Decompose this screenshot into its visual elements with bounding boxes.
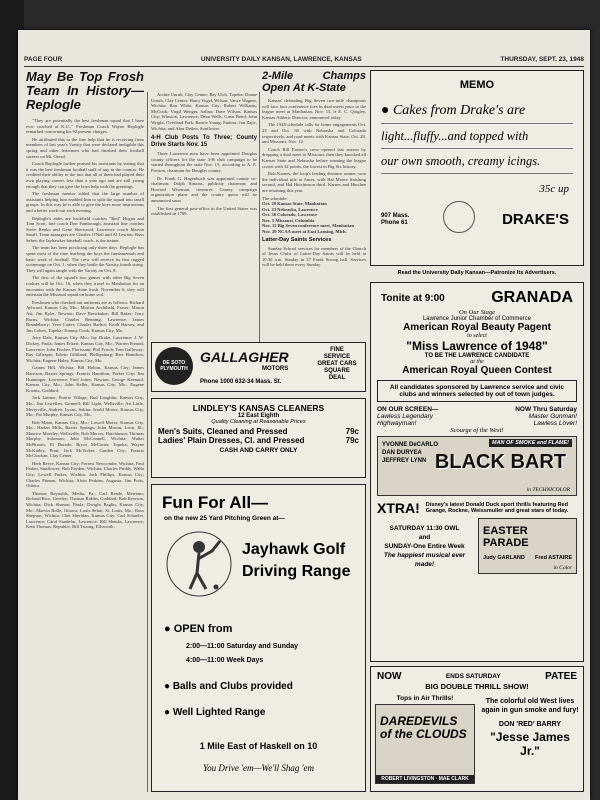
granada-header [371, 283, 583, 309]
slogan-word: DEAL [328, 375, 346, 381]
drakes-phone: Phone 61 [381, 220, 408, 226]
drakes-memo-ad [370, 70, 584, 266]
patee-theater-ad [370, 666, 584, 792]
granada-tonite: Tonite at 9:00 [381, 292, 445, 304]
cast-name: DAN DURYEA [382, 450, 422, 456]
lindley-line2: Ladies' Plain Dresses, Cl. and Pressed [158, 436, 305, 445]
easter-title: EASTER PARADE [483, 525, 529, 549]
story-frosh-p12: Bob Mann, Kansas City, Mo.; Lowell Morse, Kansas City, Mo.; Harlan Mills, Baxter Springs; John Mason, Leon, Ill.; Maurice Moreley, Wellsville; Bob Mercer, Hutchinson; Thomas Murphy, Solomon; John McConnell, Wichita; Walter McBroom, El Dorado; Bryce McCarter, Topeka; Wayne McKinley, Pratt; Jack McVicker, Garden City; Francis McCluckan, Clay Center. [26, 419, 144, 459]
tagline-left [377, 413, 433, 427]
story-frosh-p5: Replogle's aides are backfield coaches "Red" Hogan and Tom Scott, line coach Don Fambrough, assistant line coaches Steve Renko and Gene Sherwood, Lawrence coach Marvin Small. Team managers are Charles O'Neil and Al Lewton. Russ Sebes, the Jayhawker baseball coach, is the trainer. [26, 215, 144, 243]
story-two-mile-p3: Coach Bill Easton's crew opened last season by dropping a dual meet to Missouri, then they knocked all Kansas State and Nebraska before winning the league crown with 32 points, the lowest in Big Six history. [262, 146, 366, 169]
golf-balls-label: Balls and Clubs provided [172, 681, 293, 692]
gallagher-phone: Phone 1000 632-34 Mass. St. [200, 379, 282, 385]
black-bart-title: BLACK BART [434, 451, 566, 473]
drakes-brand: DRAKE'S [502, 211, 569, 228]
golf-slogan: You Drive 'em—We'll Shag 'em [202, 763, 315, 773]
daredevils-title: DAREDEVILS of the CLOUDS [380, 714, 467, 741]
granada-candidates-note: All candidates sponsored by Lawrence service and civic clubs and winners selected by out of town judges. [377, 380, 577, 402]
golf-open: ● OPEN from [164, 623, 233, 635]
daredevils-block [375, 695, 475, 787]
granada-pageant: American Royal Beauty Pagent [403, 322, 551, 333]
black-bart-poster [377, 436, 577, 496]
granada-name: GRANADA [491, 289, 573, 306]
lindley-name: LINDLEY'S KANSAS CLEANERS [192, 403, 325, 413]
lindley-price2: 79c [345, 436, 359, 445]
story-frosh-p1: "They are potentially the best freshman squad that I have ever coached at K.U.," Freshman Coach Wayne Replogle remarked concerning his 92 present charges. [26, 118, 144, 135]
black-bart-tagline: MAN OF SMOKE and FLAME! [489, 439, 572, 447]
on-screen: ON OUR SCREEN— [377, 406, 439, 413]
granada-royal: American Royal Queen Contest [402, 365, 552, 376]
golf-hours2: 4:00—11:00 Week Days [186, 657, 264, 664]
patee-ends: ENDS SATURDAY [445, 673, 501, 680]
story-frosh-p13: Herb Reece, Kansas City; Forrest Newcombe, Wichita; Paul Parker, Sunflower; Bob Payden, Wichita; Charles Priddy, Walla City; Lowell Parker, Wichita; Jack Phillips, Kansas City; Charles Pitman, Wichita; Alvin Perkins, Augusta; Jim Potts, Ottawa. [26, 460, 144, 489]
cast-name: JEFFREY LYNN [382, 458, 427, 464]
cake-icon [443, 201, 475, 233]
scourge: Scourge of the West! [450, 427, 504, 434]
golf-range-ad [151, 484, 366, 792]
story-frosh-p4: The freshman mentor added that the large number of assistants helping him enabled him to split the squad into small groups. In this way he is able to give the boys more instructions and a better work-out each evening. [26, 191, 144, 213]
saints-headline: Latter-Day Saints Services [262, 236, 332, 243]
story-frosh-p14: Thomas Reynolds, Media, Pa.; Carl Reade, Merriam; Richard Rice, Greeley; Thomas Ridder, Goddard; Bob Ryerson, Wichita; Dick Shanon, Paola; Dwight Raglin, Kansas City, Mo.; Marvin Rolle, Ottawa; Louis Selari, St. Louis, Mo.; Russ Shepson, Wichita; Chet Sheridan, Kansas City; Carl Schaefer, Lawrence; Carol Sandefur, Lawrence; Bill Shanks, Lawrence; Kent Thomas, Republic; Bill Truong, Ellsworth. [26, 490, 144, 530]
patee-name: PATEE [545, 671, 577, 682]
memo-body [381, 99, 573, 174]
story-frosh-p7: The first of the squad's two games with other Big Seven rookies will be Oct. 16, when they travel to Manhattan for an encounter with the Kansas State frosh. November 6, they will entertain the Missouri squad on home soil. [26, 275, 144, 298]
page-header [24, 56, 584, 63]
slogan-word: SQUARE [324, 368, 350, 374]
story-frosh-p11: Jack Lattner, Prairie Village; Bud Laughlin, Kansas City, Mo.; Jim Lewellen, Grinnell; Bill Light, Wellsville; Art Little, Merryville; Andrew Lyons, Salina; Jerald Moore, Kansas City, Mo.; Pat Murphy, Kansas City, Mo. [26, 395, 144, 418]
patee-now: NOW [377, 671, 402, 682]
memo-line: ● Cakes from Drake's are [381, 99, 573, 124]
issue-date: THURSDAY, SEPT. 23, 1948 [500, 56, 584, 63]
jesse-star: DON 'RED' BARRY [498, 721, 562, 728]
granada-at-the: at the [470, 359, 484, 365]
gallagher-ad [151, 342, 366, 392]
daredevils-cast: ROBERT LIVINGSTON · MAE CLARK [376, 775, 474, 783]
drakes-address: 907 Mass. [381, 213, 410, 219]
story-4h-p2: Dr. Frank G. Hagenbuch was appointed county co-chairman; Dolph Simons, publicity chairman; and Howard Wiseman, treasurer. County campaign organization plans and the county quota will be announced soon. [151, 175, 257, 203]
daredevils-tops: Tops in Air Thrills! [396, 695, 454, 702]
golf-lighted: ● Well Lighted Range [164, 707, 266, 718]
patronize-line: Read the University Daily Kansan—Patronize Its Advertisers. [397, 270, 557, 276]
tagline-left1: Lawless Legendary [377, 413, 434, 420]
masthead: UNIVERSITY DAILY KANSAN, LAWRENCE, KANSAS [200, 56, 362, 63]
memo-line: our own smooth, creamy icings. [381, 149, 573, 174]
granada-theater-ad [370, 282, 584, 662]
owl-happiest: The happiest musical ever made! [383, 551, 466, 568]
golfer-icon [164, 529, 234, 599]
schedule-intro: The schedule: [262, 195, 288, 201]
extra-text: Disney's latest Donald Duck sport thrills featuring Red Grange, Rockne, Weissmuller and great stars of today. [425, 501, 569, 514]
saints-body: Sunday School services for members of the Church of Jesus Christ of Latter-Day Saints will be held at 10:30 a.m. Sunday in 37 Frank Strong hall. Services will be held there every Sunday. [262, 245, 366, 268]
owl-line1: SATURDAY 11:30 OWL [389, 524, 460, 532]
page-number: PAGE FOUR [24, 56, 63, 63]
jesse-block [481, 697, 579, 758]
story-frosh-p10: Gaines Hill, Wichita; Bill Holton, Kansas City; James Harrison, Baxter Springs; Francis Hamilton, Parker City; Jim Hunninger, Lawrence; Fred Jones, Newton; George Keenard, Kansas City, Mo.; John Keller, Kansas City, Mo.; Eugene Koontz, Goddard. [26, 365, 144, 393]
story-two-mile-p2: The 1948 schedule calls for home engagements Oct. 23 and Oct. 30 with Nebraska and Colorado respectively, and road meets with Kansas State, Oct. 29, and Missouri, Nov. 12. [262, 122, 366, 145]
owl-row [371, 518, 583, 574]
now-thru: NOW Thru Saturday [515, 406, 577, 413]
golf-open-label: OPEN from [173, 623, 233, 635]
easter-parade-poster [478, 518, 577, 574]
slogan-word: SERVICE [323, 354, 351, 360]
lindley-line1: Men's Suits, Cleaned and Pressed [158, 427, 288, 436]
story-two-mile-p1: Kansas' defending Big Seven two-mile champions will face four conference foes in dual meets prior to the league meet at Manhattan, Nov. 13, if E. C. Quigley, Kansas Athletic Director, announced today. [262, 98, 366, 120]
story-4h-headline: 4-H Club Posts To Three; County Drive Starts Nov. 15 [151, 135, 257, 149]
black-bart-cast [382, 441, 438, 465]
tagline-right1: Master Gunman! [528, 413, 577, 420]
owl-line3: SUNDAY-One Entire Week [384, 542, 465, 550]
schedule-item: Nov. 12 Big Seven conference meet, Manhattan [262, 223, 355, 229]
easter-cast1: Judy GARLAND [483, 555, 525, 561]
cast-name: YVONNE DeCARLO [382, 442, 439, 448]
granada-miss-lawrence: "Miss Lawrence of 1948" [406, 339, 548, 353]
lindley-price-row [152, 427, 365, 436]
memo-title: MEMO [459, 79, 495, 91]
jesse-title: "Jesse James Jr." [490, 730, 570, 758]
tagline-right [529, 413, 577, 427]
column-divider [259, 92, 260, 372]
owl-line2: and [418, 533, 431, 541]
story-frosh-p2: He attributed this to the fine help that he is receiving from members of last year's Varsity that were declared ineligible this spring and other lettermen who had finished their football careers on Mt. Oread. [26, 136, 144, 159]
golf-name2: Driving Range [242, 563, 351, 580]
golf-location: 1 Mile East of Haskell on 10 [199, 741, 318, 751]
drakes-contact [381, 213, 409, 227]
slogan-word: CARS [339, 361, 357, 367]
golf-subhead: on the new 25 Yard Pitching Green at— [164, 515, 285, 522]
column-divider [147, 92, 148, 792]
golf-name1: Jayhawk Golf [242, 541, 346, 558]
extra-label: XTRA! [377, 500, 420, 516]
memo-line1: Cakes from Drake's are [392, 103, 526, 118]
memo-price: 35c up [539, 183, 569, 195]
patee-double: BIG DOUBLE THRILL SHOW! [425, 682, 529, 691]
lindley-price1: 79c [345, 427, 359, 436]
schedule-item: Oct. 29 Kansas State, Manhattan [262, 201, 327, 207]
schedule-list [262, 201, 366, 235]
screen-row [371, 406, 583, 413]
black-bart-technicolor: in TECHNICOLOR [526, 487, 570, 493]
story-two-mile-p4: Bob Karnes, the loop's leading distance runner, won the individual title at Ames, with Hal Moore finishing second, and Hal Hutchinson third. Karnes and Hinchee are returning this year. [262, 171, 366, 193]
schedule-item: Nov. 20 NCAA meet at East Lansing, Mich. [262, 229, 347, 235]
story-two-mile [262, 70, 366, 372]
lindley-cash: CASH AND CARRY ONLY [219, 447, 298, 454]
jesse-colorful: The colorful old West lives again in gun smoke and fury! [481, 698, 579, 714]
lindley-price-row [152, 436, 365, 445]
story-frosh-p9: Jerry Dale, Kansas City, Mo.; Jay Drake, Lawrence; J. W. Dickey, Paola; James Eckert, Kansas City, Mo.; Warren Freund, Lawrence; John Fischer, Florissant; Phil Frisch; Tom Galloway; Ray Gillespie; Edwin Gilliland; Phillipsburg; Bert Hamilton, Wichita; Eugene Haley, Kansas City, Mo. [26, 335, 144, 363]
story-frosh-p8: Freshmen who checked out uniforms are as follows: Richard Aylward, Kansas City, Mo.; Morton Archibald, Fraser; Mason Ast; Jim Byler, Newton; Dave Brewbaker; Bill Baker; Jerry Burns, Wichita; Charles Benning, Lawrence; James Brandeberry; Vern Carter; Charles Barbot; Keith Harvey, and Jim Cohen, Topeka; Tommy Cook, Kansas City, Mo. [26, 299, 144, 333]
story-two-mile-headline: 2-Mile Champs Open At K-State [262, 70, 366, 94]
owl-show [377, 524, 472, 569]
story-frosh-headline: May Be Top Frosh Team In History—Replogle [26, 70, 144, 112]
story-frosh-p3: Coach Replogle further praised his assistants by stating that it was the best freshman football staff of any in the country. He credited their ability to the fact that all of them had played their own playing careers less than a year ago and are still young enough that they can give the boys help with the greetings. [26, 161, 144, 189]
easter-color: in Color [553, 565, 572, 571]
granada-candidate: TO BE THE LAWRENCE CANDIDATE [424, 353, 530, 359]
golf-balls: ● Balls and Clubs provided [164, 681, 293, 692]
header-rule [24, 66, 584, 67]
easter-cast2: Fred ASTAIRE [535, 555, 572, 561]
gallagher-name: GALLAGHER [200, 349, 289, 365]
golf-lighted-label: Well Lighted Range [172, 707, 266, 718]
schedule-item: Oct. 30 Colorado, Lawrence [262, 212, 318, 218]
extra-row [371, 498, 583, 518]
granada-to-select: to select [467, 333, 487, 339]
feature-taglines [371, 413, 583, 427]
gallagher-slogan [313, 347, 361, 382]
roster-continued: Archie Unruh, Clay Center; Ray Ulch, Topeka; Duane Unruh, Clay Center; Harry Vogel, Wilson; Vance Wagner, Wichita; Ron White, Kansas City; Robert Williams; McCook; Virgil Wenger, Salina; Dave Wilson, Kansas City; Winston, Lawrence; Dean Wells, Great Bend; John Wright, Overland Park; Bernie Young, Eudora; Jon Zajic, Wichita; and Alan Deilen, Sunflower. [151, 92, 257, 131]
story-frosh-p6: The team has been practicing only three days. Replogle has spent most of the time teaching the boys the fundamentals and basic work of football. The crew will receive its first rugged scrimmage on Oct. 1, when they battle the Varsity fourth string. They will again tangle with the Varsity on Oct. 8. [26, 245, 144, 273]
granada-onstage: On Our Stage [458, 309, 496, 316]
tagline-left2: Highwayman! [377, 420, 417, 427]
tagline-right2: Lawless Lover! [533, 420, 577, 427]
patee-header [371, 667, 583, 682]
memo-line: light...fluffy...and topped with [381, 124, 573, 149]
newspaper-page [18, 30, 590, 800]
daredevils-poster [375, 704, 475, 784]
slogan-word: GREAT [317, 361, 338, 367]
schedule-item: Nov. 5 Missouri, Columbia [262, 217, 315, 223]
gallagher-motors: MOTORS [262, 366, 289, 372]
granada-sponsor: Lawrence Junior Chamber of Commerce [422, 316, 532, 322]
schedule-item: Oct. 23 Nebraska, Lawrence [262, 206, 318, 212]
golf-hours1: 2:00—11:00 Saturday and Sunday [186, 643, 299, 650]
story-frosh-continued [151, 92, 257, 372]
slogan-word: FINE [330, 347, 344, 353]
story-frosh [26, 70, 144, 792]
lindley-quality: Quality Cleaning at Reasonable Prices [211, 419, 306, 425]
lindley-address: 12 East Eighth [237, 413, 280, 419]
lindley-cleaners-ad [151, 398, 366, 478]
filler-post-office: The first general post-office in the United States was established in 1789. [151, 205, 257, 217]
desoto-logo: DE SOTO PLYMOUTH [155, 347, 193, 385]
golf-headline: Fun For All— [162, 493, 269, 512]
story-4h-p1: Three Lawrence men have been appointed Douglas county officers for the state 4-H club campaign to be started throughout the state Nov. 15, according to A. E. Preston, chairman for Douglas county. [151, 151, 257, 173]
